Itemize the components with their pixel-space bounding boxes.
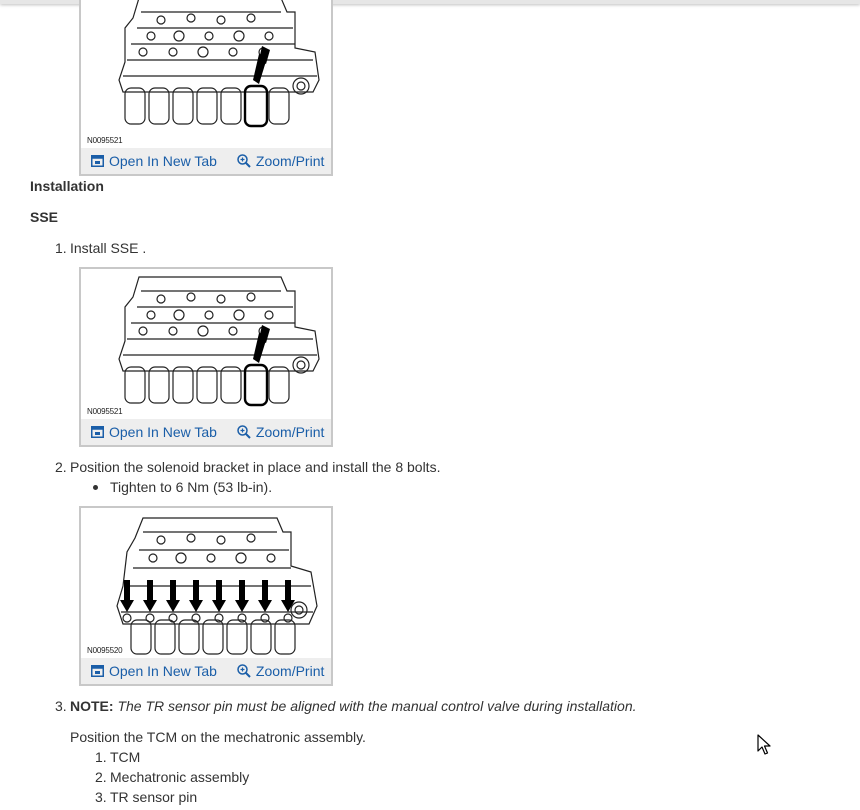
open-in-new-tab-icon (91, 155, 104, 167)
zoom-print-label: Zoom/Print (255, 153, 325, 169)
figure-3-image (81, 508, 331, 658)
callout-3-label: TR sensor pin (110, 789, 198, 805)
zoom-print-label: Zoom/Print (255, 663, 325, 679)
open-in-new-tab-icon (91, 426, 104, 438)
figure-code: N0095521 (87, 136, 123, 145)
note-label: NOTE: (70, 698, 114, 714)
step-1-text: Install SSE . (70, 240, 147, 256)
step-3-text: Position the TCM on the mechatronic assembly. (70, 729, 366, 745)
figure-1-image (81, 0, 331, 148)
step-2-number: 2. (55, 459, 67, 475)
figure-code: N0095521 (87, 407, 123, 416)
step-1-number: 1. (55, 240, 67, 256)
open-in-new-tab-label: Open In New Tab (109, 663, 217, 679)
open-in-new-tab-label: Open In New Tab (109, 424, 217, 440)
figure-toolbar (81, 658, 331, 684)
valve-body-bolts-illustration (81, 508, 331, 658)
zoom-icon (237, 664, 251, 678)
figure-2 (79, 267, 333, 447)
figure-toolbar (81, 419, 331, 445)
sse-heading: SSE (30, 209, 59, 225)
callout-2-number: 2. (95, 769, 107, 785)
mouse-cursor-icon (757, 734, 771, 756)
note-text: The TR sensor pin must be aligned with the manual control valve during installation. (117, 698, 637, 714)
zoom-icon (237, 425, 251, 439)
figure-toolbar (81, 148, 331, 174)
bullet-dot (93, 485, 98, 490)
installation-heading: Installation (30, 178, 104, 194)
step-3-note (70, 698, 637, 714)
figure-1 (79, 0, 333, 176)
open-in-new-tab-link[interactable] (91, 663, 217, 679)
figure-3 (79, 506, 333, 686)
zoom-icon (237, 154, 251, 168)
open-in-new-tab-icon (91, 665, 104, 677)
step-2-text: Position the solenoid bracket in place and install the 8 bolts. (70, 459, 441, 475)
callout-3-number: 3. (95, 789, 107, 805)
open-in-new-tab-link[interactable] (91, 424, 217, 440)
figure-2-image (81, 269, 331, 419)
zoom-print-link[interactable] (237, 663, 324, 679)
zoom-print-link[interactable] (237, 424, 324, 440)
callout-1-number: 1. (95, 749, 107, 765)
valve-body-illustration (81, 269, 331, 419)
callout-2-label: Mechatronic assembly (110, 769, 250, 785)
open-in-new-tab-link[interactable] (91, 153, 217, 169)
zoom-print-link[interactable] (237, 153, 324, 169)
valve-body-illustration (81, 0, 331, 148)
open-in-new-tab-label: Open In New Tab (109, 153, 217, 169)
zoom-print-label: Zoom/Print (255, 424, 325, 440)
figure-code: N0095520 (87, 646, 123, 655)
step-3-number: 3. (55, 698, 67, 714)
step-2-bullet-text: Tighten to 6 Nm (53 lb-in). (110, 479, 273, 495)
callout-1-label: TCM (110, 749, 141, 765)
